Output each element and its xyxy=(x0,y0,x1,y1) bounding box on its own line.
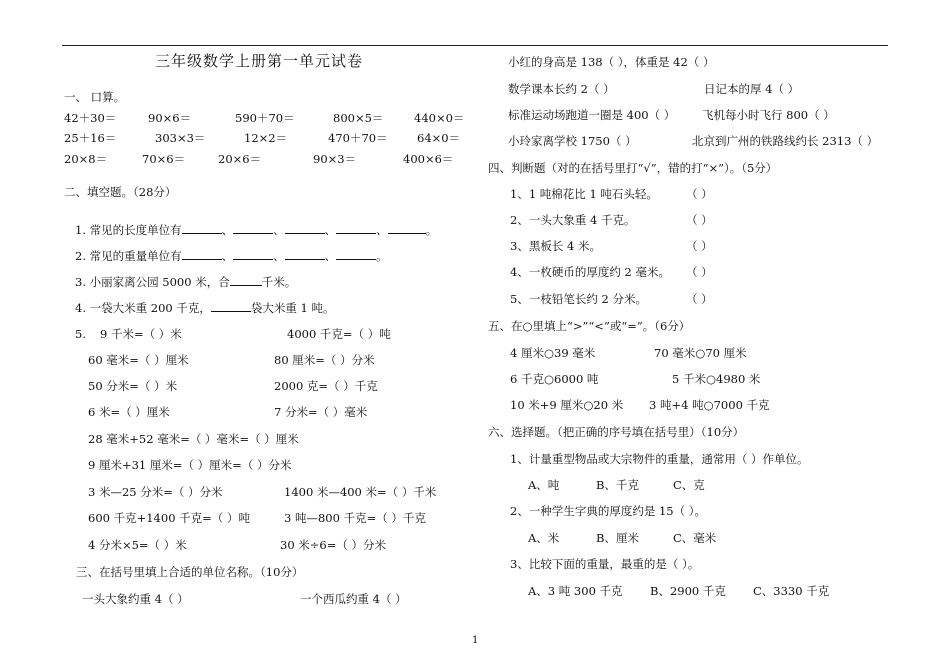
section-6-heading: 六、选择题。（把正确的序号填在括号里）（10分） xyxy=(488,425,745,439)
unit-fill-item: 小红的身高是 138（ ），体重是 42（ ） xyxy=(508,55,715,69)
calc-item: 64×0＝ xyxy=(417,131,461,145)
choice-option: B、2900 千克 xyxy=(650,584,726,598)
fill-q5-number: 5. xyxy=(75,327,86,341)
choice-option: A、吨 xyxy=(528,478,560,492)
choice-option: A、米 xyxy=(528,531,560,545)
calc-item: 70×6＝ xyxy=(142,152,186,166)
unit-fill-item: 一个西瓜约重 4（ ） xyxy=(300,592,407,606)
choice-option: C、毫米 xyxy=(673,531,717,545)
calc-item: 20×6＝ xyxy=(218,152,262,166)
unit-fill-item: 飞机每小时飞行 800（ ） xyxy=(702,108,835,122)
unit-conversion: 4 分米×5=（ ）米 xyxy=(88,538,187,552)
unit-fill-item: 标准运动场跑道一圈是 400（ ） xyxy=(508,108,676,122)
judge-item: 2、一头大象重 4 千克。 xyxy=(510,213,636,227)
unit-fill-item: 北京到广州的铁路线约长 2313（ ） xyxy=(692,134,879,148)
choice-option: C、克 xyxy=(673,478,705,492)
judge-paren: （ ） xyxy=(686,239,713,253)
judge-item: 3、黑板长 4 米。 xyxy=(510,239,601,253)
compare-item: 70 毫米○70 厘米 xyxy=(654,346,747,360)
compare-item: 3 吨+4 吨○7000 千克 xyxy=(649,398,770,412)
judge-item: 1、1 吨棉花比 1 吨石头轻。 xyxy=(510,187,658,201)
unit-fill-item: 日记本的厚 4（ ） xyxy=(704,82,800,96)
calc-item: 303×3＝ xyxy=(155,131,206,145)
section-3-heading: 三、在括号里填上合适的单位名称。（10分） xyxy=(76,565,304,579)
compare-item: 5 千米○4980 米 xyxy=(672,372,761,386)
unit-conversion: 3 米—25 分米=（ ）分米 xyxy=(88,485,223,499)
judge-paren: （ ） xyxy=(686,213,713,227)
judge-paren: （ ） xyxy=(686,292,713,306)
choice-question: 1、计量重型物品或大宗物件的重量，通常用（ ）作单位。 xyxy=(510,452,809,466)
unit-conversion: 3 吨—800 千克=（ ）千克 xyxy=(284,511,426,525)
fill-q2: 2. 常见的重量单位有 、 、 、 。 xyxy=(75,249,388,263)
calc-item: 42＋30＝ xyxy=(64,111,117,125)
compare-item: 4 厘米○39 毫米 xyxy=(510,346,596,360)
compare-item: 6 千克○6000 吨 xyxy=(510,372,599,386)
unit-conversion: 80 厘米=（ ）分米 xyxy=(274,353,375,367)
calc-item: 470＋70＝ xyxy=(328,131,388,145)
section-5-heading: 五、在○里填上“>”“<”或“=”。（6分） xyxy=(488,319,691,333)
calc-item: 590＋70＝ xyxy=(235,111,295,125)
calc-item: 90×6＝ xyxy=(148,111,192,125)
unit-conversion: 1400 米—400 米=（ ）千米 xyxy=(284,485,437,499)
page-number: 1 xyxy=(472,635,479,646)
choice-question: 2、一种学生字典的厚度约是 15（ ）。 xyxy=(510,504,707,518)
unit-conversion: 2000 克=（ ）千克 xyxy=(274,379,378,393)
section-2-heading: 二、填空题。（28分） xyxy=(64,185,177,199)
judge-paren: （ ） xyxy=(686,265,713,279)
section-1-heading: 一、 口算。 xyxy=(64,90,126,104)
calc-item: 800×5＝ xyxy=(333,111,384,125)
unit-fill-item: 数学课本长约 2（ ） xyxy=(508,82,615,96)
unit-conversion: 6 米=（ ）厘米 xyxy=(88,405,170,419)
top-rule xyxy=(62,45,888,46)
judge-item: 5、一枝铅笔长约 2 分米。 xyxy=(510,292,647,306)
choice-option: A、3 吨 300 千克 xyxy=(528,584,623,598)
fill-q1: 1. 常见的长度单位有 、 、 、 、 。 xyxy=(75,223,438,237)
section-4-heading: 四、判断题（对的在括号里打“√”，错的打“×”）。（5分） xyxy=(488,161,778,175)
calc-item: 20×8＝ xyxy=(64,152,108,166)
unit-conversion: 4000 千克=（ ）吨 xyxy=(287,327,391,341)
choice-option: B、厘米 xyxy=(596,531,639,545)
unit-conversion: 9 厘米+31 厘米=（ ）厘米=（ ）分米 xyxy=(88,458,292,472)
choice-question: 3、比较下面的重量，最重的是（ ）。 xyxy=(510,557,700,571)
page-title: 三年级数学上册第一单元试卷 xyxy=(155,52,364,70)
compare-item: 10 米+9 厘米○20 米 xyxy=(510,398,624,412)
judge-item: 4、一枚硬币的厚度约 2 毫米。 xyxy=(510,265,670,279)
unit-fill-item: 一头大象约重 4（ ） xyxy=(82,592,189,606)
judge-paren: （ ） xyxy=(686,187,713,201)
unit-conversion: 50 分米=（ ）米 xyxy=(88,379,178,393)
fill-q3: 3. 小丽家离公园 5000 米，合 千米。 xyxy=(75,275,297,289)
unit-conversion: 9 千米=（ ）米 xyxy=(100,327,182,341)
choice-option: B、千克 xyxy=(596,478,639,492)
calc-item: 400×6＝ xyxy=(403,152,454,166)
unit-conversion: 28 毫米+52 毫米=（ ）毫米=（ ）厘米 xyxy=(88,432,299,446)
unit-fill-item: 小玲家离学校 1750（ ） xyxy=(508,134,637,148)
calc-item: 12×2＝ xyxy=(244,131,288,145)
calc-item: 440×0＝ xyxy=(414,111,465,125)
calc-item: 90×3＝ xyxy=(313,152,357,166)
fill-q4: 4. 一袋大米重 200 千克， 袋大米重 1 吨。 xyxy=(75,301,335,315)
choice-option: C、3330 千克 xyxy=(753,584,830,598)
calc-item: 25＋16＝ xyxy=(64,131,117,145)
unit-conversion: 600 千克+1400 千克=（ ）吨 xyxy=(88,511,250,525)
unit-conversion: 60 毫米=（ ）厘米 xyxy=(88,353,189,367)
unit-conversion: 30 米÷6=（ ）分米 xyxy=(280,538,387,552)
unit-conversion: 7 分米=（ ）毫米 xyxy=(274,405,368,419)
